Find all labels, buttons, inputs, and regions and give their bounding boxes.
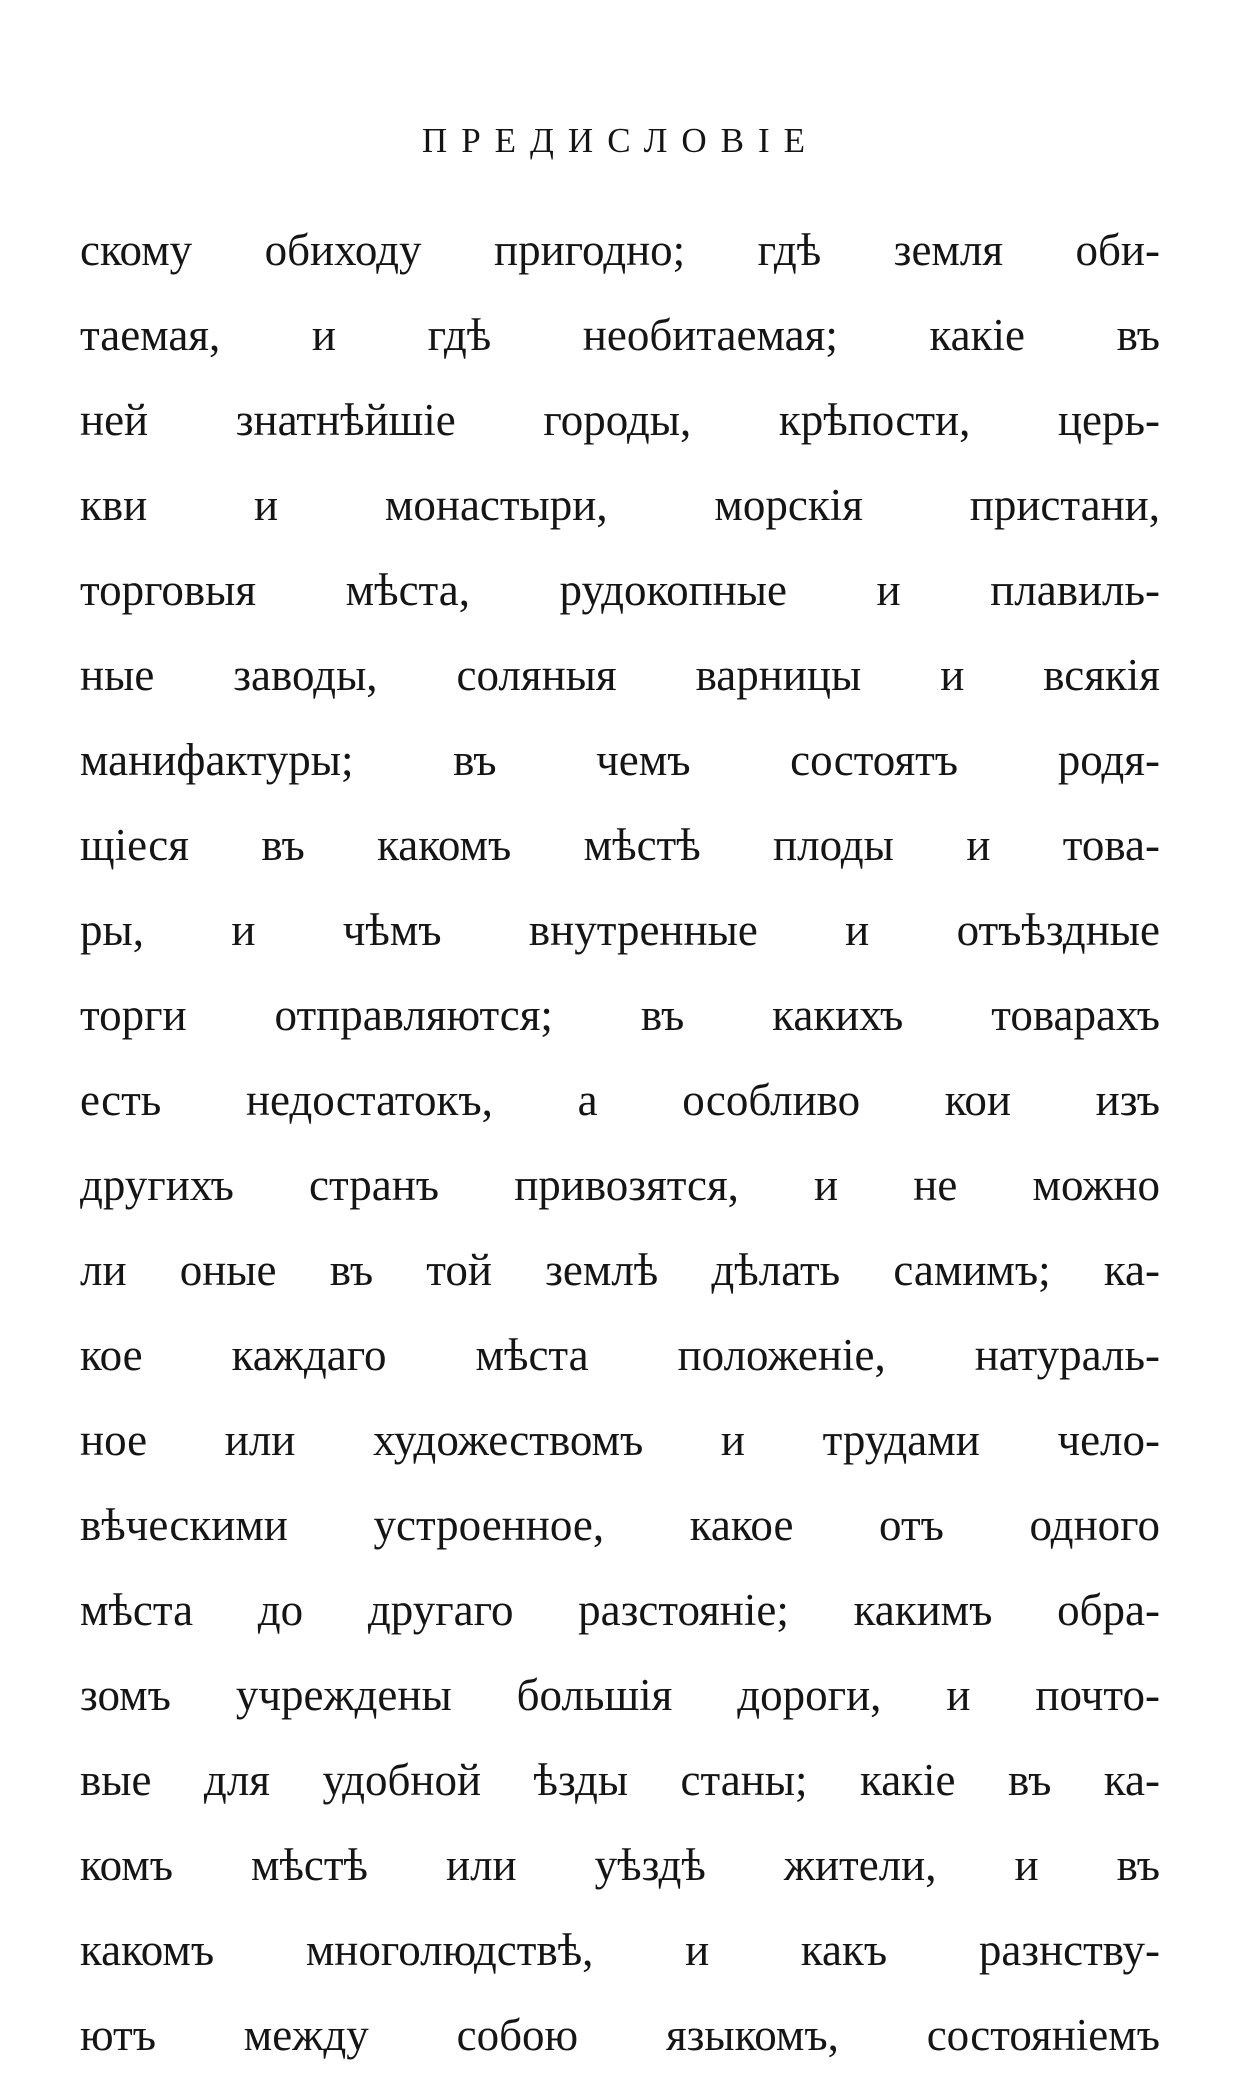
text-line: ли оные въ той землѣ дѣлать самимъ; ка- <box>80 1245 1160 1295</box>
text-line: кое каждаго мѣста положеніе, натураль- <box>80 1330 1160 1380</box>
text-line: зомъ учреждены большія дороги, и почто- <box>80 1670 1160 1720</box>
text-line: скому обиходу пригодно; гдѣ земля оби- <box>80 225 1160 275</box>
text-line: вые для удобной ѣзды станы; какіе въ ка- <box>80 1755 1160 1805</box>
text-line: кви и монастыри, морскія пристани, <box>80 480 1160 530</box>
text-line: другихъ странъ привозятся, и не можно <box>80 1160 1160 1210</box>
text-line: есть недостатокъ, а особливо кои изъ <box>80 1075 1160 1125</box>
text-line: мѣста до другаго разстояніе; какимъ обра- <box>80 1585 1160 1635</box>
text-line: щіеся въ какомъ мѣстѣ плоды и това- <box>80 820 1160 870</box>
text-line: ры, и чѣмъ внутренные и отъѣздные <box>80 905 1160 955</box>
text-line: таемая, и гдѣ необитаемая; какіе въ <box>80 310 1160 360</box>
text-line: манифактуры; въ чемъ состоятъ родя- <box>80 735 1160 785</box>
running-head: ПРЕДИСЛОВІЕ <box>421 121 820 160</box>
text-line: ное или художествомъ и трудами чело- <box>80 1415 1160 1465</box>
text-line: комъ мѣстѣ или уѣздѣ жители, и въ <box>80 1840 1160 1890</box>
text-line: вѣческими устроенное, какое отъ одного <box>80 1500 1160 1550</box>
text-line: торговыя мѣста, рудокопные и плавиль- <box>80 565 1160 615</box>
text-line: какомъ многолюдствѣ, и какъ разнству- <box>80 1925 1160 1975</box>
text-line: ней знатнѣйшіе городы, крѣпости, церь- <box>80 395 1160 445</box>
text-line: ютъ между собою языкомъ, состояніемъ <box>80 2010 1160 2060</box>
body-text <box>80 218 1160 2088</box>
text-line: торги отправляются; въ какихъ товарахъ <box>80 990 1160 1040</box>
text-line: ные заводы, соляныя варницы и всякія <box>80 650 1160 700</box>
